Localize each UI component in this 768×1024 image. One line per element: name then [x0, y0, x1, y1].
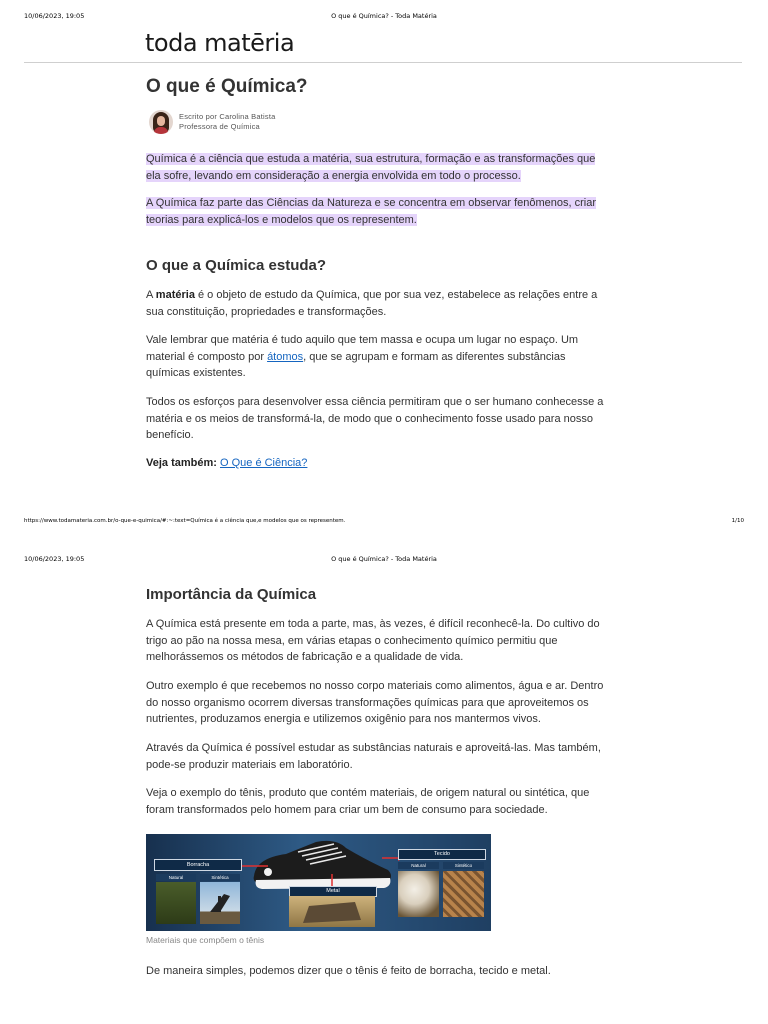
paragraph-atomos: Vale lembrar que matéria é tudo aquilo que tem massa e ocupa um lugar no espaço. Um material é composto por átomos, que se agrupam e formam as diferentes substâncias químicas existentes.: [146, 334, 579, 379]
intro-paragraph-2: A Química faz parte das Ciências da Natureza e se concentra em observar fenômenos, criar teorias para explicá-los e modelos que os representem.: [146, 197, 596, 226]
author-name[interactable]: Escrito por Carolina Batista: [179, 112, 276, 121]
label-tecido-sintetico: Sintético: [443, 862, 484, 869]
cotton-photo: [398, 871, 439, 917]
article-title: O que é Química?: [146, 76, 308, 97]
print-page-number: 1/10: [731, 518, 744, 524]
label-tecido: Tecido: [398, 849, 486, 860]
label-borracha-natural: Natural: [156, 874, 196, 881]
site-logo[interactable]: toda matēria: [145, 29, 295, 57]
print-datetime: 10/06/2023, 19:05: [24, 12, 85, 20]
print-footer: [0, 518, 768, 532]
label-tecido-natural: Natural: [398, 862, 439, 869]
print-header-2: [0, 555, 768, 569]
see-also-label: Veja também:: [146, 457, 217, 469]
print-doc-title: O que é Química? - Toda Matéria: [331, 12, 437, 20]
author-role: Professora de Química: [179, 122, 260, 131]
paragraph-tenis: Veja o exemplo do tênis, produto que contém materiais, de origem natural ou sintética, que foram transformados pelo homem para criar um bem de consumo para sociedade.: [146, 787, 590, 816]
intro-paragraph-1: Química é a ciência que estuda a matéria, sua estrutura, formação e as transformações que ela sofre, levando em consideração a energia envolvida em todo o processo.: [146, 153, 596, 182]
print-datetime: 10/06/2023, 19:05: [24, 555, 85, 563]
rubber-tree-photo: [156, 882, 196, 924]
oil-pump-photo: [200, 882, 240, 924]
sneaker-materials-figure[interactable]: [146, 834, 491, 931]
header-divider: [24, 62, 742, 63]
paragraph-corpo: Outro exemplo é que recebemos no nosso corpo materiais como alimentos, água e ar. Dentro do nosso organismo ocorrem diversas transformações químicas para que aproveitemos os nutrientes, produzamos energia e utilizemos oxigênio para nos mantermos vivos.: [146, 680, 604, 725]
label-borracha: Borracha: [154, 859, 242, 871]
heading-importancia: Importância da Química: [146, 586, 317, 603]
paragraph-conclusao: De maneira simples, podemos dizer que o tênis é feito de borracha, tecido e metal.: [146, 965, 551, 977]
paragraph-presente: A Química está presente em toda a parte, mas, às vezes, é difícil reconhecê-la. Do cultivo do trigo ao pão na nossa mesa, em várias etapas o conhecimento químico permitiu que melhorássemos os métodos de fabricação e a qualidade de vida.: [146, 618, 600, 663]
label-borracha-sintetica: Sintética: [200, 874, 240, 881]
see-also-link[interactable]: O Que é Ciência?: [219, 457, 308, 469]
author-block: [149, 110, 275, 134]
figure-caption: Materiais que compõem o tênis: [146, 935, 265, 945]
heading-o-que-estuda: O que a Química estuda?: [146, 257, 327, 274]
paragraph-materia: A matéria é o objeto de estudo da Química, que por sua vez, estabelece as relações entre a sua constituição, propriedades e transformações.: [146, 289, 598, 318]
print-url: https://www.todamateria.com.br/o-que-e-quimica/#:~:text=Química é a ciência que,e modelos que os representem.: [24, 518, 346, 524]
author-avatar[interactable]: [149, 110, 173, 134]
atomos-link[interactable]: átomos: [267, 350, 304, 363]
print-doc-title: O que é Química? - Toda Matéria: [331, 555, 437, 563]
metal-ore-photo: [289, 896, 375, 927]
synthetic-fiber-photo: [443, 871, 484, 917]
print-header: [0, 12, 768, 26]
paragraph-substancias: Através da Química é possível estudar as substâncias naturais e aproveitá-las. Mas também, pode-se produzir materiais em laboratório.: [146, 742, 601, 771]
label-metal: Metal: [289, 886, 377, 897]
see-also: [146, 455, 606, 472]
paragraph-esforcos: Todos os esforços para desenvolver essa ciência permitiram que o ser humano conhecesse a matéria e os meios de transformá-la, de modo que o conhecimento fosse usado para nosso benefício.: [146, 396, 604, 441]
